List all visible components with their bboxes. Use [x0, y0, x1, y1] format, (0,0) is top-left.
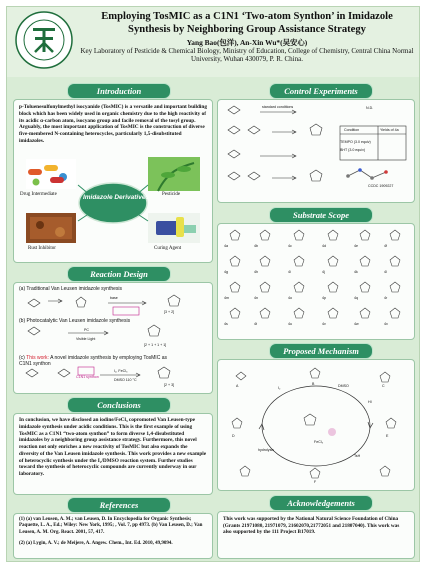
pesticide-image	[148, 157, 200, 191]
reaction-c-text: A novel imidazole synthesis by employing TosMIC as C1N1 synthon	[19, 355, 167, 367]
compound-label: 4t	[254, 322, 257, 326]
reaction-b-type: [2 + 1 + 1 + 1]	[144, 343, 167, 347]
compound-label: 4b	[254, 244, 258, 248]
drug-intermediate-image	[26, 159, 76, 189]
compound-label: 4f	[384, 244, 387, 248]
mechanism-label: I₂	[278, 386, 281, 390]
poster	[6, 6, 420, 562]
reaction-c-synthon: C1N1 synthon	[76, 375, 99, 379]
imidazole-derivatives-label: Imidazole Derivatives	[82, 194, 150, 201]
substrate-scope-title: Substrate Scope	[269, 207, 373, 223]
acknowledgements-body: This work was supported by the National Natural Science Foundation of China (Grants 21971080, 21971079, 21602070,21772051 and 21807040). This work was also supported by the 111 Project B17019.	[223, 516, 400, 536]
reaction-a-condition: base	[110, 296, 118, 300]
control-experiments-panel	[217, 99, 415, 203]
curing-agent-label: Curing Agent	[154, 246, 182, 251]
compound-label: 4h	[254, 270, 258, 274]
substrate-scope-grid	[220, 226, 412, 336]
reaction-a-type: [3 + 2]	[164, 310, 175, 314]
introduction-graphic	[18, 155, 208, 259]
poster-affiliation: Key Laboratory of Pesticide & Chemical Biology, Ministry of Education, College of Chemistry, Central China Normal University, Wuhan 430079, P. R. China.	[80, 47, 414, 64]
drug-intermediate-label: Drug Intermediate	[20, 192, 57, 197]
pesticide-label: Pesticide	[162, 192, 181, 197]
references-title: References	[67, 497, 171, 513]
mechanism-cycle	[220, 362, 412, 488]
reaction-c-type: [2 + 3]	[164, 383, 175, 387]
mechanism-label: TsH	[354, 454, 361, 458]
rust-inhibitor-image	[26, 213, 76, 243]
university-logo	[15, 11, 73, 69]
poster-title: Employing TosMIC as a C1N1 ‘Two-atom Synthon’ in Imidazole Synthesis by Neighboring Group Assistance Strategy	[101, 11, 393, 35]
proposed-mechanism-panel	[217, 359, 415, 491]
reaction-schemes	[18, 293, 208, 391]
reaction-c-conditions: DMSO 110 °C	[114, 378, 137, 382]
curing-agent-image	[148, 213, 200, 243]
compound-label: 4g	[224, 270, 228, 274]
mechanism-label: F	[314, 480, 317, 484]
mechanism-label: E	[386, 434, 389, 438]
conclusions-title: Conclusions	[67, 397, 171, 413]
acknowledgements-panel	[217, 511, 415, 559]
mechanism-label: DMSO	[338, 384, 349, 388]
compound-label: 4m	[224, 296, 229, 300]
poster-header	[7, 7, 419, 77]
reaction-design-panel	[13, 282, 213, 394]
mechanism-label: C	[382, 384, 385, 388]
reaction-a-label: (a) Traditional Van Leusen imidazole synthesis	[19, 286, 123, 292]
mechanism-label: hydrolysis	[258, 448, 274, 452]
compound-label: 4u	[288, 322, 292, 326]
compound-label: 4e	[354, 244, 358, 248]
reaction-c-highlight: This work:	[26, 355, 49, 361]
conclusions-body: In conclusion, we have disclosed an iodine/FeCl₃ copromoted Van Leusen-type imidazole synthesis under acidic conditions. This is the first example of using TosMIC as a C1N1 “two-atom synthon” to form diverse 1,4-disubstituted imidazoles by a neighboring group assistance strategy. Furthermore, this novel reaction not only enriches a new reactivity of TosMIC but also expands the diversity of the Van Leusen imidazole synthesis. This work provides a new example of heterocyclic synthesis under the I₂/DMSO reaction system. Further studies toward the synthesis of heterocyclic compounds are currently underway in our laboratory.	[19, 417, 207, 478]
reaction-c-reagents: I₂, FeCl₃	[114, 369, 128, 373]
reaction-b-label: (b) Photocatalytic Van Leusen imidazole synthesis	[19, 318, 131, 324]
mechanism-label: FeCl₃	[314, 440, 324, 444]
acknowledgements-title: Acknowledgements	[269, 495, 373, 511]
reaction-b-light: Visible Light	[76, 337, 96, 341]
compound-label: 4k	[354, 270, 358, 274]
mechanism-label: D	[232, 434, 235, 438]
crystal-structure	[346, 168, 388, 180]
control-ccdc: CCDC 1909227	[368, 184, 394, 188]
control-table-yields: Yields of 4a	[380, 128, 399, 132]
compound-label: 4j	[322, 270, 325, 274]
introduction-title: Introduction	[67, 83, 171, 99]
proposed-mechanism-title: Proposed Mechanism	[269, 343, 373, 359]
compound-label: 4d	[322, 244, 326, 248]
reference-2: (2) (a) Lygin, A. V.; de Meijere, A. Angew. Chem., Int. Ed. 2010, 49,9094.	[19, 541, 173, 546]
substrate-scope-panel	[217, 223, 415, 340]
control-nd: N.D.	[366, 106, 374, 110]
compound-label: 4o	[288, 296, 292, 300]
compound-label: 4v	[322, 322, 326, 326]
compound-label: 4n	[254, 296, 258, 300]
conclusions-panel	[13, 413, 213, 495]
compound-label: 4c	[288, 244, 292, 248]
control-tempo: TEMPO (3.0 equiv)	[340, 140, 371, 144]
compound-label: 4r	[384, 296, 388, 300]
reaction-design-title: Reaction Design	[67, 266, 171, 282]
compound-label: 4q	[354, 296, 358, 300]
compound-label: 4s	[224, 322, 228, 326]
introduction-body: p-Toluenesulfonylmethyl isocyanide (TosMIC) is a versatile and important building block which has been widely used in organic chemistry due to the high reactivity of its acidic α-carbon atom, isocyano group and facile removal of the tosyl group. Arguably, the most important application of TosMIC is the construction of diverse five-membered N-containing heterocycles, particularly 1,5-disubstituted imidazoles.	[19, 104, 207, 144]
control-table-condition: Condition	[344, 128, 360, 132]
compound-label: 4i	[288, 270, 291, 274]
introduction-panel	[13, 99, 213, 263]
control-experiments-title: Control Experiments	[269, 83, 373, 99]
reaction-c-prefix: (c)	[19, 355, 25, 361]
mechanism-label: B	[312, 382, 315, 386]
mechanism-label: A	[236, 384, 239, 388]
poster-authors: Yang Bao(包洋), An-Xin Wu*(吴安心)	[186, 38, 308, 47]
compound-label: 4a	[224, 244, 228, 248]
compound-label: 4w	[354, 322, 359, 326]
control-bht: BHT (3.0 equiv)	[340, 148, 366, 152]
compound-label: 4x	[384, 322, 388, 326]
control-standard-1: standard conditions	[262, 105, 294, 109]
mechanism-label: HI	[368, 400, 372, 404]
rust-inhibitor-label: Rust Inhibitor	[28, 246, 56, 251]
compound-label: 4l	[384, 270, 387, 274]
compound-label: 4p	[322, 296, 326, 300]
references-panel	[13, 513, 213, 559]
reaction-b-pc: PC	[84, 328, 89, 332]
reference-1: (1) (a) van Leusen, A. M.; van Leusen, D. In Encyclopedia for Organic Synthesis; Paquette, L. A., Ed.; Wiley: New York, 1995; , Vol. 7, pp 4973. (b) Van Leusen, D.; Van Leusen, A. M. Org. React. 2001, 57, 417.	[19, 517, 203, 535]
